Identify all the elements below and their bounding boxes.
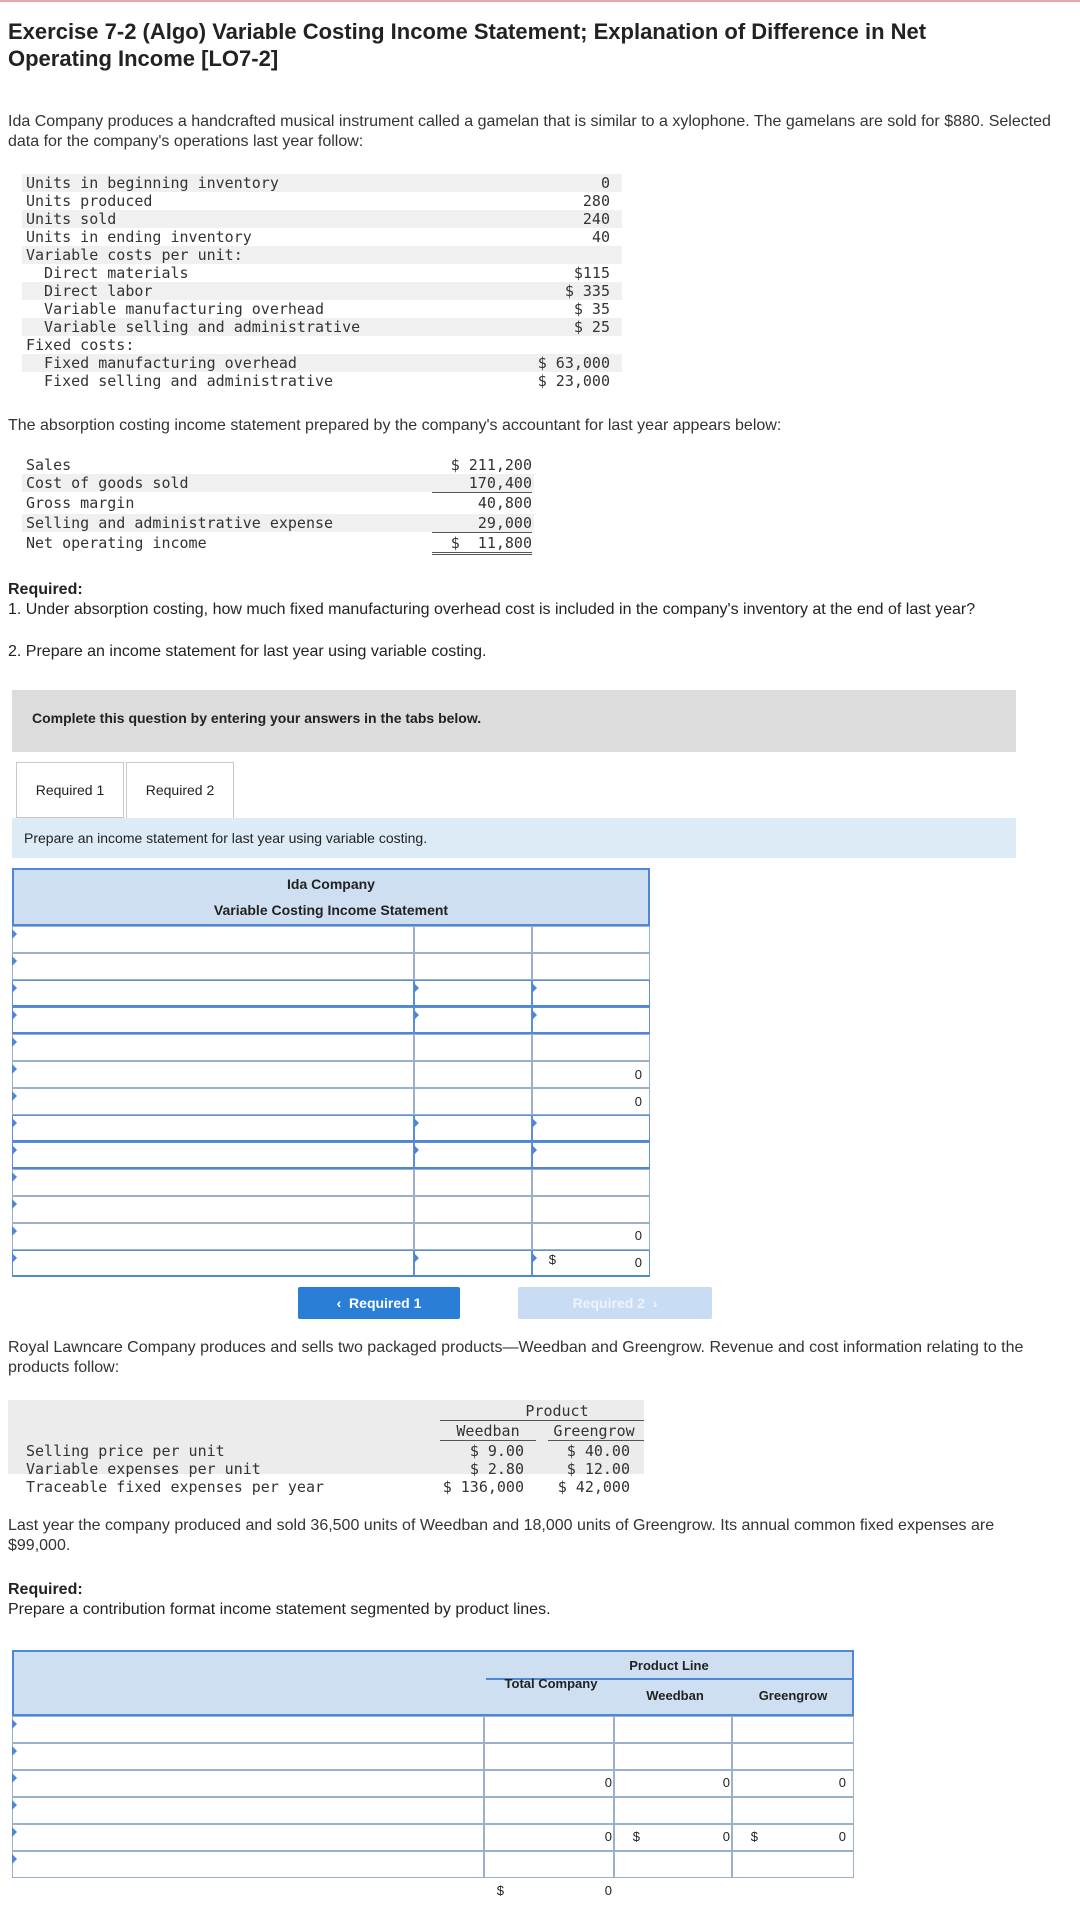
- absorption-label: Sales: [26, 456, 72, 474]
- dropdown-marker-icon: [532, 1118, 537, 1128]
- total-company-header: Total Company: [504, 1676, 598, 1691]
- dropdown-marker-icon: [532, 1145, 537, 1155]
- dollar-sign: $: [496, 1883, 504, 1898]
- royal-required-text: Prepare a contribution format income statement segmented by product lines.: [8, 1601, 551, 1618]
- chevron-left-icon: ‹: [336, 1295, 350, 1311]
- data-value: $ 63,000: [537, 354, 610, 372]
- dropdown-marker-icon: [12, 1773, 17, 1783]
- page-title: Exercise 7-2 (Algo) Variable Costing Income Statement; Explanation of Difference in Net Operating Income [LO7-2]: [8, 19, 927, 71]
- greengrow-value: $ 12.00: [566, 1460, 630, 1478]
- label-input-cell[interactable]: [12, 980, 414, 1007]
- complete-question-banner: [12, 690, 1016, 752]
- data-value: 0: [600, 174, 610, 192]
- dropdown-marker-icon: [12, 1719, 17, 1729]
- column-weedban: Weedban: [456, 1422, 520, 1440]
- data-value: 240: [582, 210, 610, 228]
- weedban-value: $ 2.80: [469, 1460, 524, 1478]
- label-input-cell[interactable]: [12, 1743, 484, 1770]
- royal-intro: Royal Lawncare Company produces and sells two packaged products—Weedban and Greengrow. Revenue and cost information relating to the products follow:: [8, 1339, 1024, 1376]
- amount-input-cell[interactable]: [532, 953, 650, 980]
- data-label: Units sold: [26, 210, 117, 228]
- absorption-label: Gross margin: [26, 494, 135, 512]
- amount-input-cell[interactable]: [414, 980, 532, 1007]
- amount-input-cell[interactable]: [532, 980, 650, 1007]
- data-value: $115: [573, 264, 610, 282]
- absorption-value: 40,800: [477, 494, 532, 512]
- dropdown-marker-icon: [12, 1800, 17, 1810]
- data-value: $ 25: [573, 318, 610, 336]
- amount-input-cell[interactable]: [414, 1088, 532, 1115]
- label-input-cell[interactable]: [12, 1061, 414, 1088]
- next-required-2-button[interactable]: [518, 1287, 712, 1319]
- amount-input-cell[interactable]: [484, 1797, 614, 1824]
- label-input-cell[interactable]: [12, 1169, 414, 1196]
- dropdown-marker-icon: [12, 1010, 17, 1020]
- label-input-cell[interactable]: [12, 1088, 414, 1115]
- top-accent-line: [0, 0, 1080, 2]
- amount-input-cell[interactable]: [532, 1007, 650, 1034]
- variable-statement-header: [12, 868, 650, 926]
- data-label: Variable costs per unit:: [26, 246, 243, 264]
- dropdown-marker-icon: [12, 929, 17, 939]
- data-value: [480, 246, 610, 264]
- data-label: Fixed selling and administrative: [26, 372, 334, 390]
- amount-input-cell[interactable]: [532, 1034, 650, 1061]
- dropdown-marker-icon: [12, 1037, 17, 1047]
- product-row-label: Traceable fixed expenses per year: [26, 1478, 325, 1496]
- amount-input-cell[interactable]: [732, 1797, 854, 1824]
- dropdown-marker-icon: [12, 1091, 17, 1101]
- label-input-cell[interactable]: [12, 1770, 484, 1797]
- label-input-cell[interactable]: [12, 1851, 484, 1878]
- amount-input-cell[interactable]: [532, 926, 650, 953]
- dropdown-marker-icon: [12, 1145, 17, 1155]
- cell-value: 0: [838, 1775, 846, 1790]
- amount-input-cell[interactable]: [614, 1743, 732, 1770]
- statement-name: Variable Costing Income Statement: [213, 902, 449, 918]
- dropdown-marker-icon: [12, 1226, 17, 1236]
- amount-input-cell[interactable]: [414, 1223, 532, 1250]
- label-input-cell[interactable]: [12, 1115, 414, 1142]
- dropdown-marker-icon: [12, 1118, 17, 1128]
- dropdown-marker-icon: [12, 1746, 17, 1756]
- data-label: Units in ending inventory: [26, 228, 252, 246]
- amount-input-cell[interactable]: [484, 1743, 614, 1770]
- data-label: Fixed costs:: [26, 336, 135, 354]
- amount-input-cell[interactable]: [732, 1851, 854, 1878]
- data-label: Units produced: [26, 192, 153, 210]
- label-input-cell[interactable]: [12, 1716, 484, 1743]
- absorption-intro: The absorption costing income statement prepared by the company's accountant for last year appears below:: [8, 417, 782, 434]
- chevron-right-icon: ›: [644, 1295, 658, 1311]
- amount-input-cell[interactable]: [414, 1250, 532, 1277]
- cell-value: 0: [838, 1829, 846, 1844]
- dropdown-marker-icon: [414, 983, 419, 993]
- label-input-cell[interactable]: [12, 1007, 414, 1034]
- amount-input-cell[interactable]: [614, 1716, 732, 1743]
- instruction-text: Prepare an income statement for last year using variable costing.: [24, 830, 428, 846]
- amount-input-cell[interactable]: [414, 1007, 532, 1034]
- instruction-bar: [12, 818, 1016, 858]
- absorption-value: $ 211,200: [450, 456, 532, 474]
- greengrow-value: $ 42,000: [557, 1478, 630, 1496]
- dropdown-marker-icon: [12, 956, 17, 966]
- dropdown-marker-icon: [532, 1010, 537, 1020]
- amount-input-cell[interactable]: [414, 1142, 532, 1169]
- cell-value: 0: [634, 1255, 642, 1270]
- weedban-value: $ 136,000: [442, 1478, 524, 1496]
- amount-input-cell[interactable]: [414, 1061, 532, 1088]
- tab-required-2[interactable]: Required 2: [126, 762, 234, 818]
- segment-table-header: [12, 1650, 854, 1716]
- weedban-value: $ 9.00: [469, 1442, 524, 1460]
- amount-input-cell[interactable]: [414, 953, 532, 980]
- dropdown-marker-icon: [532, 1253, 537, 1263]
- amount-input-cell[interactable]: [614, 1851, 732, 1878]
- product-group-header: Product: [525, 1402, 589, 1420]
- royal-info: Last year the company produced and sold 36,500 units of Weedban and 18,000 units of Greengrow. Its annual common fixed expenses are $99,000.: [8, 1517, 995, 1554]
- cell-value: 0: [604, 1883, 612, 1898]
- required-item-2: 2. Prepare an income statement for last year using variable costing.: [8, 643, 487, 660]
- amount-input-cell[interactable]: [484, 1851, 614, 1878]
- dropdown-marker-icon: [414, 1010, 419, 1020]
- label-input-cell[interactable]: [12, 1824, 484, 1851]
- product-line-header: Product Line: [629, 1658, 709, 1673]
- dropdown-marker-icon: [532, 983, 537, 993]
- amount-input-cell[interactable]: [532, 1142, 650, 1169]
- amount-input-cell[interactable]: [414, 1169, 532, 1196]
- weedban-header: Weedban: [646, 1688, 704, 1703]
- amount-input-cell[interactable]: [532, 1115, 650, 1142]
- data-label: Units in beginning inventory: [26, 174, 279, 192]
- cell-value: 0: [604, 1775, 612, 1790]
- complete-question-text: Complete this question by entering your answers in the tabs below.: [32, 710, 482, 726]
- data-value: $ 23,000: [537, 372, 610, 390]
- tab-required-1[interactable]: Required 1: [16, 762, 124, 818]
- amount-input-cell[interactable]: [414, 1034, 532, 1061]
- intro-paragraph: Ida Company produces a handcrafted musical instrument called a gamelan that is similar to a xylophone. The gamelans are sold for $880. Selected data for the company's operations last year follow:: [8, 113, 1051, 150]
- amount-input-cell[interactable]: [732, 1716, 854, 1743]
- cell-value: 0: [604, 1829, 612, 1844]
- product-row-label: Selling price per unit: [26, 1442, 225, 1460]
- label-input-cell[interactable]: [12, 926, 414, 953]
- greengrow-value: $ 40.00: [566, 1442, 630, 1460]
- company-name: Ida Company: [287, 876, 375, 892]
- dollar-sign: $: [750, 1829, 758, 1844]
- data-label: Variable manufacturing overhead: [26, 300, 325, 318]
- absorption-label: Cost of goods sold: [26, 474, 189, 492]
- amount-input-cell[interactable]: [532, 1169, 650, 1196]
- dollar-sign: $: [632, 1829, 640, 1844]
- data-value: 280: [582, 192, 610, 210]
- label-input-cell[interactable]: [12, 1797, 484, 1824]
- label-input-cell[interactable]: [12, 1034, 414, 1061]
- dollar-sign: $: [548, 1252, 556, 1267]
- label-input-cell[interactable]: [12, 1196, 414, 1223]
- greengrow-header: Greengrow: [758, 1688, 828, 1703]
- data-label: Direct labor: [26, 282, 153, 300]
- cell-value: 0: [634, 1228, 642, 1243]
- absorption-value: 170,400: [432, 474, 532, 493]
- dropdown-marker-icon: [12, 1199, 17, 1209]
- dropdown-marker-icon: [414, 1118, 419, 1128]
- dropdown-marker-icon: [414, 1253, 419, 1263]
- absorption-label: Net operating income: [26, 534, 207, 552]
- royal-required-heading: Required:: [8, 1581, 83, 1598]
- dropdown-marker-icon: [12, 983, 17, 993]
- absorption-label: Selling and administrative expense: [26, 514, 334, 532]
- amount-input-cell[interactable]: [414, 926, 532, 953]
- column-greengrow: Greengrow: [553, 1422, 635, 1440]
- amount-input-cell[interactable]: [614, 1797, 732, 1824]
- data-label: Variable selling and administrative: [26, 318, 361, 336]
- prev-required-1-button[interactable]: [298, 1287, 460, 1319]
- amount-input-cell[interactable]: [414, 1115, 532, 1142]
- absorption-value: $ 11,800: [432, 534, 532, 555]
- dropdown-marker-icon: [12, 1064, 17, 1074]
- label-input-cell[interactable]: [12, 953, 414, 980]
- data-value: $ 35: [573, 300, 610, 318]
- data-label: Direct materials: [26, 264, 189, 282]
- amount-input-cell[interactable]: [414, 1196, 532, 1223]
- amount-input-cell[interactable]: [732, 1743, 854, 1770]
- dropdown-marker-icon: [12, 1827, 17, 1837]
- next-label: Required 2: [572, 1295, 645, 1311]
- data-label: Fixed manufacturing overhead: [26, 354, 297, 372]
- amount-input-cell[interactable]: [484, 1716, 614, 1743]
- dropdown-marker-icon: [12, 1172, 17, 1182]
- required-item-1: 1. Under absorption costing, how much fixed manufacturing overhead cost is included in the company's inventory at the end of last year?: [8, 601, 976, 618]
- cell-value: 0: [722, 1775, 730, 1790]
- cell-value: 0: [634, 1094, 642, 1109]
- amount-input-cell[interactable]: [532, 1196, 650, 1223]
- required-heading: Required:: [8, 581, 83, 598]
- cell-value: 0: [634, 1067, 642, 1082]
- dropdown-marker-icon: [12, 1253, 17, 1263]
- label-input-cell[interactable]: [12, 1250, 414, 1277]
- prev-label: Required 1: [349, 1295, 422, 1311]
- data-value: [480, 336, 610, 354]
- data-value: $ 335: [564, 282, 610, 300]
- label-input-cell[interactable]: [12, 1142, 414, 1169]
- dropdown-marker-icon: [414, 1145, 419, 1155]
- product-row-label: Variable expenses per unit: [26, 1460, 261, 1478]
- dropdown-marker-icon: [12, 1854, 17, 1864]
- label-input-cell[interactable]: [12, 1223, 414, 1250]
- data-value: 40: [591, 228, 610, 246]
- cell-value: 0: [722, 1829, 730, 1844]
- absorption-value: 29,000: [432, 514, 532, 533]
